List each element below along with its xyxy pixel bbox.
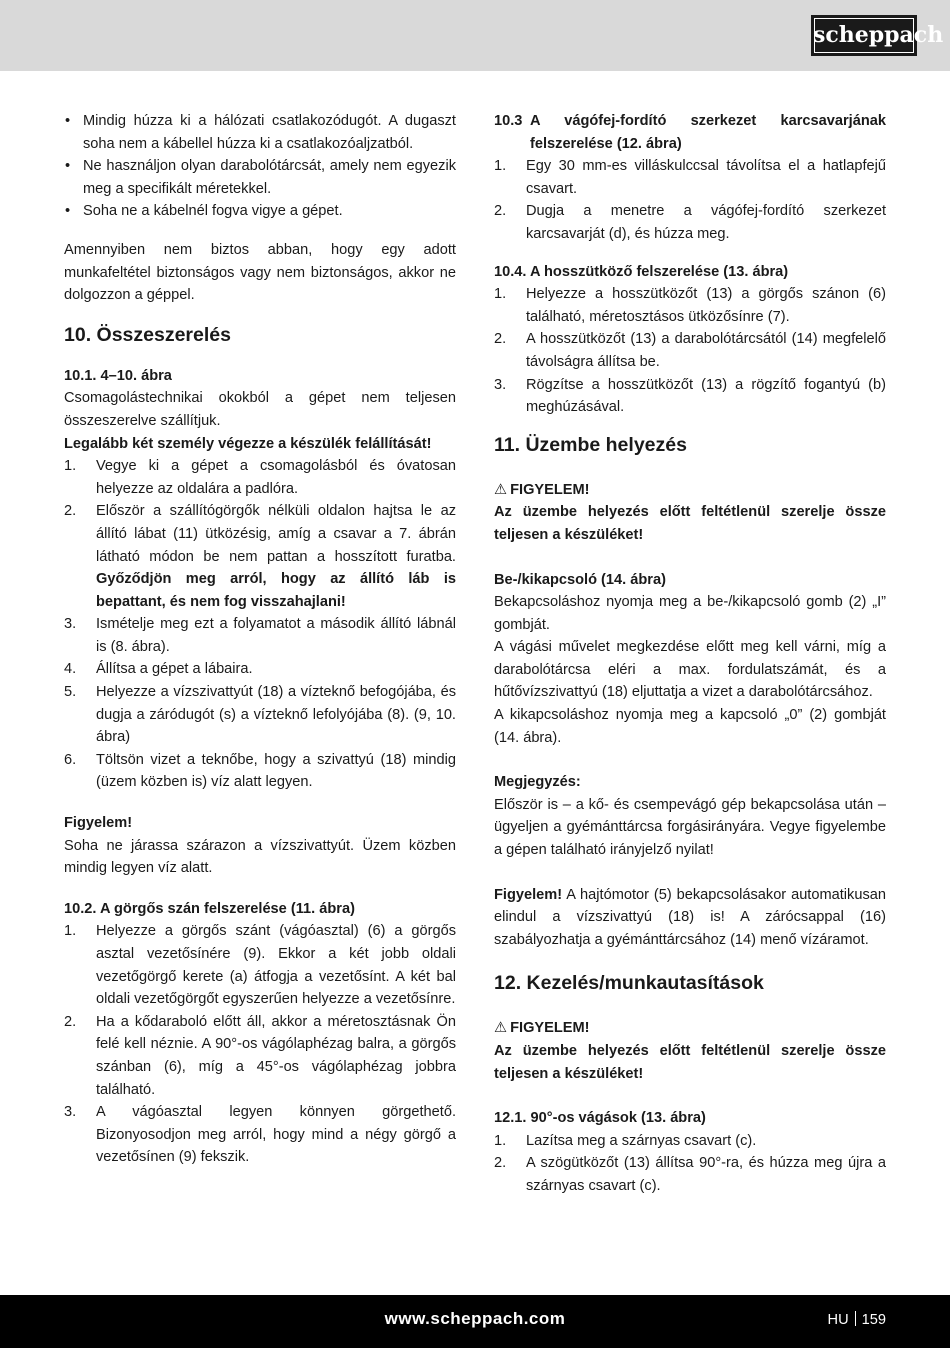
section-10-4-steps	[494, 283, 886, 419]
switch-text-2: A vágási művelet megkezdése előtt meg kell várni, míg a darabolótárcsa eléri a max. fordulatszámát, és a hűtővízszivattyú (18) eljuttatja a vizet a darabolótárcsához.	[494, 639, 886, 701]
warning-label: ⚠ FIGYELEM!	[494, 481, 590, 498]
switch-heading: Be-/kikapcsoló (14. ábra)	[494, 571, 666, 588]
list-item: 2. A hosszütközőt (13) a darabolótárcsától (14) megfelelő távolságra állítsa be.	[494, 331, 886, 370]
list-item: 2. Ha a kődaraboló előtt áll, akkor a méretosztásnak Ön felé kell néznie. A 90°-os vágólaphézag balra, a görgős szánban (6), míg a 45°-os vágólaphézag jobbra található.	[64, 1013, 456, 1098]
page-number: 159	[861, 1312, 886, 1328]
header-band	[0, 0, 950, 71]
list-item: 3. Rögzítse a hosszütközőt (13) a rögzítő fogantyú (b) meghúzásával.	[494, 376, 886, 416]
note-heading: Megjegyzés:	[494, 774, 581, 791]
section-12-1-steps	[494, 1130, 886, 1198]
warning-triangle-icon: ⚠	[494, 481, 508, 498]
list-item: 3. A vágóasztal legyen könnyen görgethető. Bizonyosodjon meg arról, hogy mind a négy görgő a vezetősínen (9) fekszik.	[64, 1104, 456, 1166]
list-item: • Ne használjon olyan darabolótárcsát, amely nem egyezik meg a specifikált méretekkel.	[64, 155, 456, 200]
list-item: 5. Helyezze a vízszivattyút (18) a vízteknő befogójába, és dugja a záródugót (s) a vízteknő lefolyójába (8). (9, 10. ábra)	[64, 684, 456, 746]
footer-bar	[0, 1295, 950, 1348]
section-11-title: 11. Üzembe helyezés	[494, 433, 687, 456]
list-item: 1. Egy 30 mm-es villáskulccsal távolítsa el a hatlapfejű csavart.	[494, 158, 886, 197]
section-10-1-bold: Legalább két személy végezze a készülék felállítását!	[64, 435, 432, 452]
scheppach-logo: scheppach	[811, 15, 917, 56]
section-10-4-heading: 10.4. A hosszütköző felszerelése (13. ábra)	[494, 263, 789, 280]
warning-text: Az üzembe helyezés előtt feltétlenül szerelje össze teljesen a készüléket!	[494, 1043, 886, 1082]
footer-website-link[interactable]: www.scheppach.com	[384, 1309, 566, 1328]
list-item: 2. A szögütközőt (13) állítsa 90°-ra, és húzza meg újra a szárnyas csavart (c).	[494, 1155, 886, 1194]
list-item: 1. Helyezze a hosszütközőt (13) a görgős szánon (6) található, méretosztásos ütközősínre (7).	[494, 286, 886, 325]
separator	[855, 1311, 856, 1326]
caution-heading: Figyelem!	[64, 815, 133, 832]
list-item: • Mindig húzza ki a hálózati csatlakozódugót. A dugaszt soha nem a kábellel húzza ki a csatlakozóaljzatból.	[64, 110, 456, 155]
warning-triangle-icon: ⚠	[494, 1020, 508, 1037]
section-10-title: 10. Összeszerelés	[64, 323, 231, 346]
list-item: 3. Ismételje meg ezt a folyamatot a második állító lábnál is (8. ábra).	[64, 616, 456, 655]
intro-paragraph: Amennyiben nem biztos abban, hogy egy adott munkafeltétel biztonságos vagy nem biztonságos, akkor ne dolgozzon a géppel.	[64, 241, 456, 304]
section-10-3-heading: 10.3 A vágófej-fordító szerkezet karcsavarjának felszerelése (12. ábra)	[494, 113, 886, 152]
list-item: 1. Helyezze a görgős szánt (vágóasztal) (6) a görgős asztal vezetősínére (9). Ekkor a két jobb oldali vezetőgörgő kerete (a) átfogja a vezetősínt. A két bal oldali vezetőgörgőt egyszerűen helyezze a vezetősínre.	[64, 923, 456, 1008]
list-item: 1. Vegye ki a gépet a csomagolásból és óvatosan helyezze az oldalára a padlóra.	[64, 458, 456, 497]
list-item: 1. Lazítsa meg a szárnyas csavart (c).	[494, 1132, 757, 1149]
list-item: 2. Dugja a menetre a vágófej-fordító szerkezet karcsavarját (d), és húzza meg.	[494, 203, 886, 242]
section-10-2-heading: 10.2. A görgős szán felszerelése (11. ábra)	[64, 900, 355, 917]
list-item: • Soha ne a kábelnél fogva vigye a gépet.	[64, 200, 456, 223]
caution-paragraph: Figyelem! A hajtómotor (5) bekapcsolásakor automatikusan elindul a vízszivattyú (18) is! A zárócsappal (16) szabályozhatja a gyémánttárcsához (14) menő vízáramot.	[494, 886, 886, 948]
warning-label: ⚠ FIGYELEM!	[494, 1020, 590, 1037]
section-10-2-steps	[64, 920, 456, 1169]
section-12-1-heading: 12.1. 90°-os vágások (13. ábra)	[494, 1110, 706, 1127]
left-column	[64, 110, 456, 1169]
note-text: Először is – a kő- és csempevágó gép bekapcsolása után – ügyeljen a gyémánttárcsa forgásirányára. Vegye figyelembe a gépen található irányjelző nyilat!	[494, 796, 886, 859]
section-12-title: 12. Kezelés/munkautasítások	[494, 972, 764, 995]
section-10-1-heading: 10.1. 4–10. ábra	[64, 367, 172, 384]
section-10-1-steps	[64, 455, 456, 794]
section-10-1-text: Csomagolástechnikai okokból a gépet nem teljesen összeszerelve szállítjuk.	[64, 390, 456, 429]
warning-text: Az üzembe helyezés előtt feltétlenül szerelje össze teljesen a készüléket!	[494, 504, 886, 543]
caution-text: Soha ne járassa szárazon a vízszivattyút. Üzem közben mindig legyen víz alatt.	[64, 837, 456, 877]
list-item: 6. Töltsön vizet a teknőbe, hogy a szivattyú (18) mindig (üzem közben is) víz alatt legyen.	[64, 751, 456, 791]
right-column	[494, 110, 886, 1198]
list-item: 4. Állítsa a gépet a lábaira.	[64, 661, 253, 678]
list-item: 2. Először a szállítógörgők nélküli oldalon hajtsa le az állító lábat (11) ütközésig, amíg a csavar a 7. ábrán látható módon be nem pattan a hosszított furatba. Győződjön meg arról, hogy az állító láb is bepattant, és nem fog visszahajlani!	[64, 503, 456, 610]
safety-bullet-list	[64, 110, 456, 223]
switch-text-3: A kikapcsoláshoz nyomja meg a kapcsoló „0” (2) gombját (14. ábra).	[494, 707, 886, 746]
page-indicator	[828, 1309, 886, 1331]
switch-text-1: Bekapcsoláshoz nyomja meg a be-/kikapcsoló gomb (2) „I” gombját.	[494, 594, 886, 633]
section-10-3-steps	[494, 155, 886, 245]
language-code: HU	[827, 1312, 849, 1328]
